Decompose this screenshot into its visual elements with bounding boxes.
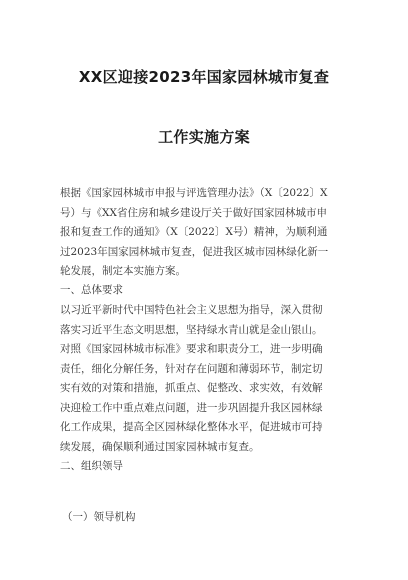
intro-line: 号）与《XX省住房和城乡建设厅关于做好国家园林城市申	[60, 206, 327, 219]
paragraph-line: 实有效的对策和措施，抓重点、促整改、求实效，有效解	[60, 382, 323, 394]
paragraph-line: 化工作成果，提高全区园林绿化整体水平，促进城市可持	[60, 421, 323, 433]
paragraph-line: 责任，细化分解任务，针对存在问题和薄弱环节，制定切	[60, 362, 323, 375]
document-title: XX区迎接2023年国家园林城市复查	[78, 68, 330, 86]
paragraph-line: 续发展，确保顺利通过国家园林城市复查。	[60, 440, 260, 453]
paragraph-line: 以习近平新时代中国特色社会主义思想为指导，深入贯彻	[60, 304, 323, 316]
intro-line: 轮发展，制定本实施方案。	[60, 265, 186, 277]
section-heading-general: 一、总体要求	[60, 284, 123, 296]
intro-line: 根据《国家园林城市申报与评选管理办法》（X〔2022〕X	[60, 187, 328, 199]
paragraph-line: 落实习近平生态文明思想，坚持绿水青山就是金山银山。	[60, 323, 323, 336]
section-heading-organization: 二、组织领导	[60, 460, 123, 472]
paragraph-line: 决迎检工作中重点难点问题，进一步巩固提升我区园林绿	[60, 401, 323, 414]
intro-paragraph	[60, 184, 350, 282]
paragraph-line: 对照《国家园林城市标准》要求和职责分工，进一步明确	[60, 343, 323, 355]
intro-line: 过2023年国家园林城市复查，促进我区城市园林绿化新一	[60, 245, 329, 258]
general-requirements-paragraph	[60, 301, 350, 457]
intro-line: 报和复查工作的通知》（X〔2022〕X号）精神，为顺利通	[60, 226, 328, 238]
subsection-heading-leadership: （一）领导机构	[62, 511, 136, 523]
document-subtitle: 工作实施方案	[158, 128, 250, 146]
